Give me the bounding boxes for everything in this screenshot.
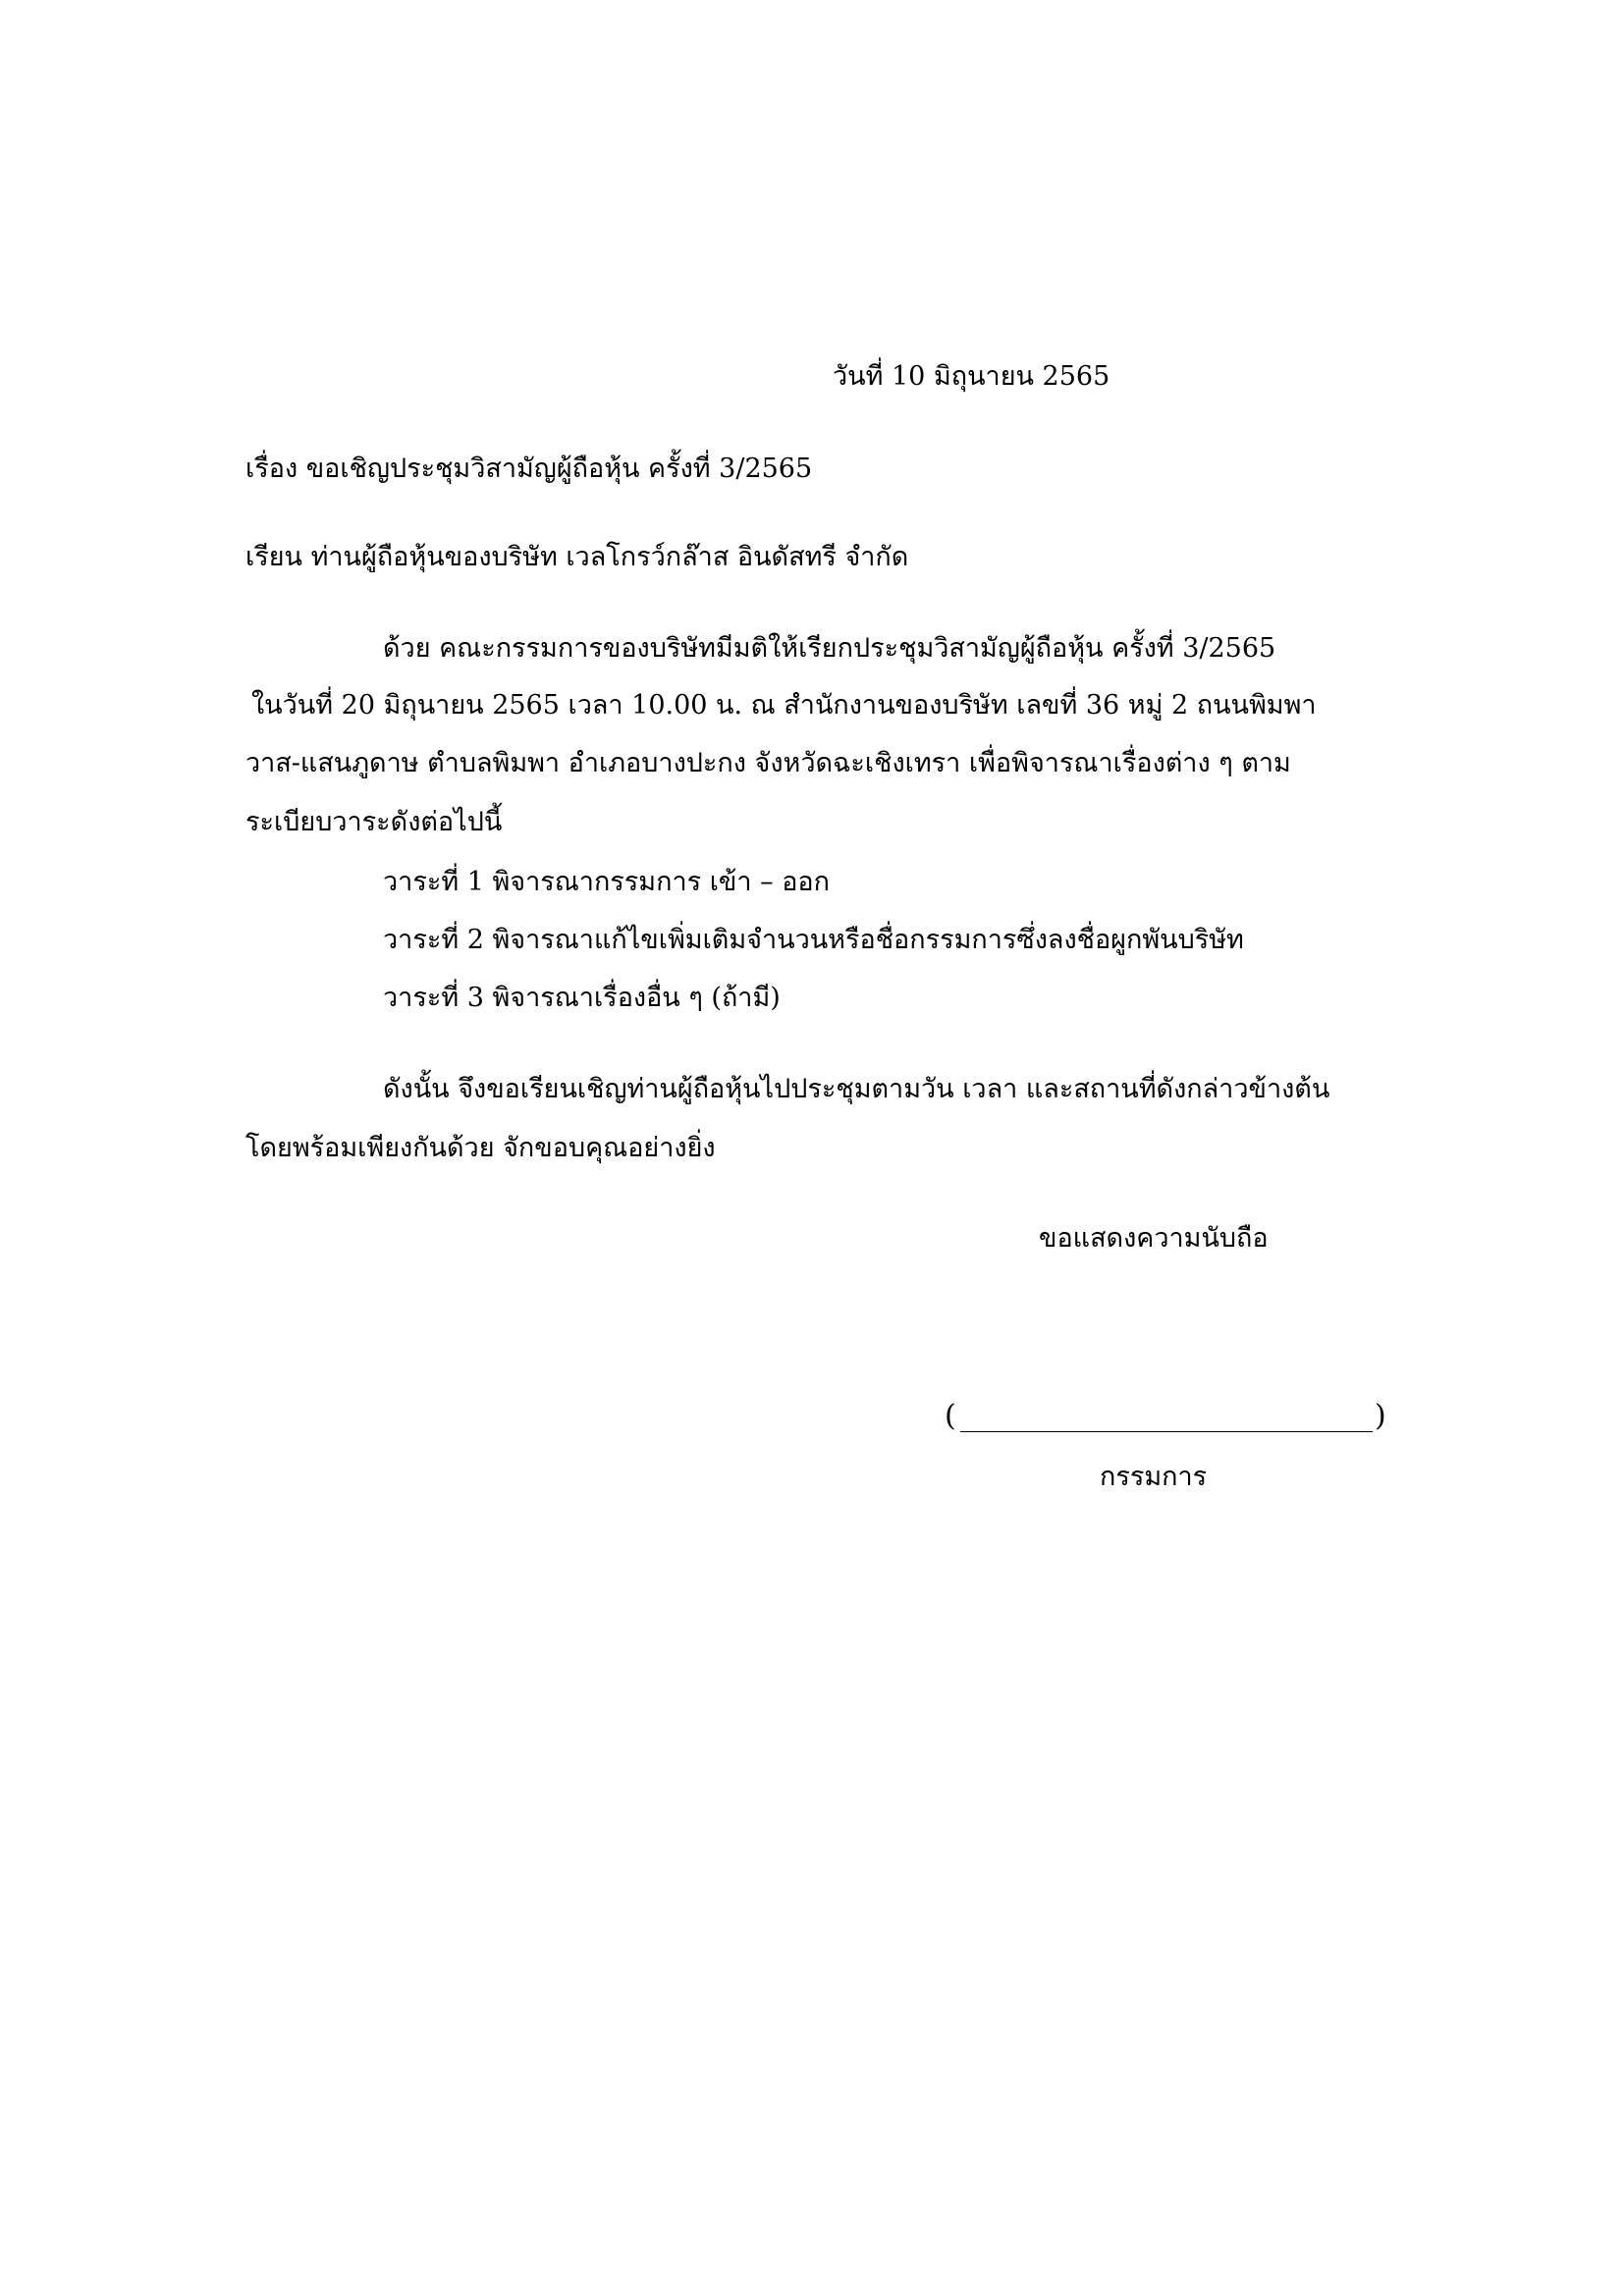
signature-line bbox=[960, 1431, 1373, 1432]
agenda-item: วาระที่ 3 พิจารณาเรื่องอื่น ๆ (ถ้ามี) bbox=[383, 983, 781, 1013]
regards-text: ขอแสดงความนับถือ bbox=[1039, 1223, 1269, 1254]
signature-open-bracket: ( bbox=[945, 1399, 956, 1433]
signature-title: กรรมการ bbox=[1100, 1462, 1208, 1492]
letter-salutation: เรียน ท่านผู้ถือหุ้นของบริษัท เวลโกรว์กล๊าส อินดัสทรี จำกัด bbox=[245, 542, 909, 572]
agenda-item: วาระที่ 2 พิจารณาแก้ไขเพิ่มเติมจำนวนหรือชื่อกรรมการซึ่งลงชื่อผูกพันบริษัท bbox=[383, 925, 1244, 955]
body-line: ในวันที่ 20 มิถุนายน 2565 เวลา 10.00 น. ณ สำนักงานของบริษัท เลขที่ 36 หมู่ 2 ถนนพิมพา bbox=[251, 690, 1317, 721]
signature-close-bracket: ) bbox=[1375, 1399, 1386, 1433]
letter-subject: เรื่อง ขอเชิญประชุมวิสามัญผู้ถือหุ้น ครั้งที่ 3/2565 bbox=[245, 454, 813, 484]
body-line: ด้วย คณะกรรมการของบริษัทมีมติให้เรียกประชุมวิสามัญผู้ถือหุ้น ครั้งที่ 3/2565 bbox=[383, 633, 1276, 664]
closing-line: ดังนั้น จึงขอเรียนเชิญท่านผู้ถือหุ้นไปประชุมตามวัน เวลา และสถานที่ดังกล่าวข้างต้น bbox=[383, 1074, 1330, 1104]
agenda-item: วาระที่ 1 พิจารณากรรมการ เข้า – ออก bbox=[383, 867, 830, 897]
letter-date: วันที่ 10 มิถุนายน 2565 bbox=[833, 361, 1110, 392]
closing-line: โดยพร้อมเพียงกันด้วย จักขอบคุณอย่างยิ่ง bbox=[245, 1133, 716, 1163]
body-line: ระเบียบวาระดังต่อไปนี้ bbox=[245, 807, 503, 837]
body-line: วาส-แสนภูดาษ ตำบลพิมพา อำเภอบางปะกง จังหวัดฉะเชิงเทรา เพื่อพิจารณาเรื่องต่าง ๆ ตาม bbox=[245, 748, 1291, 778]
